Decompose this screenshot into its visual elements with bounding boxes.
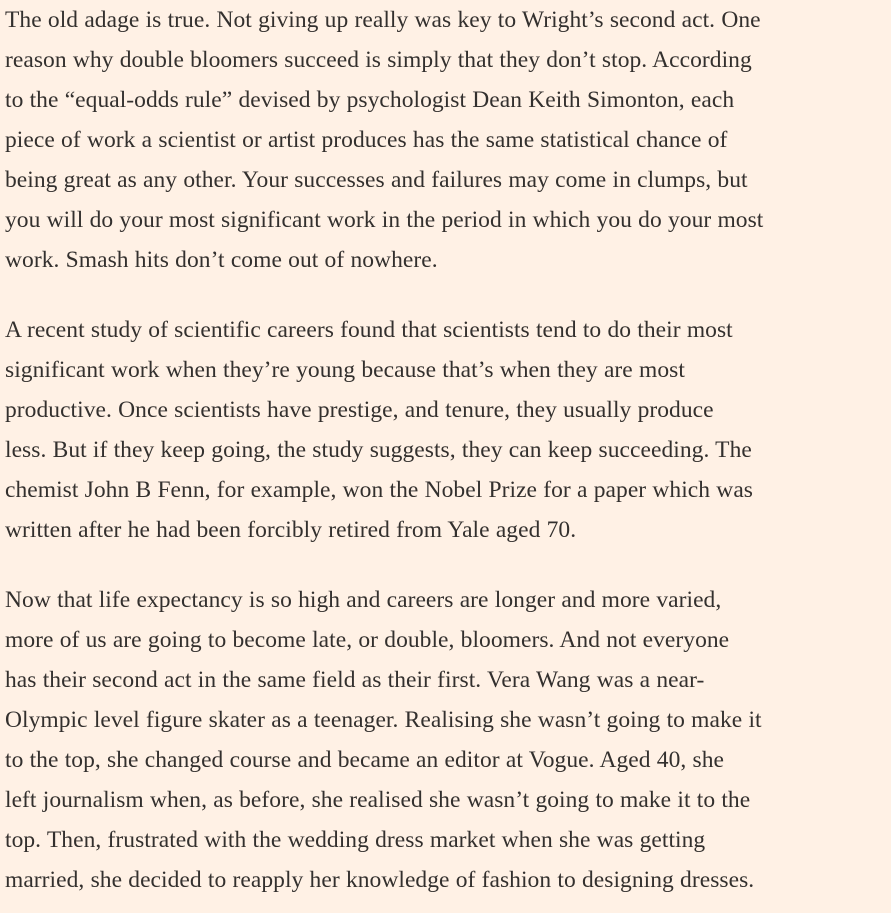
paragraph-line: productive. Once scientists have prestige, and tenure, they usually produce [5, 397, 714, 423]
paragraph-line: significant work when they’re young because that’s when they are most [5, 357, 685, 383]
paragraph-line: Now that life expectancy is so high and careers are longer and more varied, [5, 587, 722, 613]
paragraph-line: work. Smash hits don’t come out of nowhere. [5, 247, 438, 273]
paragraph-line: married, she decided to reapply her knowledge of fashion to designing dresses. [5, 867, 755, 893]
paragraph-line: The old adage is true. Not giving up really was key to Wright’s second act. One [5, 7, 761, 33]
paragraph-3 [5, 580, 891, 900]
paragraph-line: to the “equal-odds rule” devised by psychologist Dean Keith Simonton, each [5, 87, 735, 113]
paragraph-line: left journalism when, as before, she realised she wasn’t going to make it to the [5, 787, 751, 813]
paragraph-line: A recent study of scientific careers found that scientists tend to do their most [5, 317, 733, 343]
paragraph-line: piece of work a scientist or artist produces has the same statistical chance of [5, 127, 728, 153]
paragraph-line: written after he had been forcibly retired from Yale aged 70. [5, 517, 577, 543]
paragraph-line: more of us are going to become late, or double, bloomers. And not everyone [5, 627, 730, 653]
paragraph-line: reason why double bloomers succeed is simply that they don’t stop. According [5, 47, 752, 73]
paragraph-1 [5, 0, 891, 280]
paragraph-line: chemist John B Fenn, for example, won the Nobel Prize for a paper which was [5, 477, 754, 503]
paragraph-line: Olympic level figure skater as a teenager. Realising she wasn’t going to make it [5, 707, 762, 733]
paragraph-line: being great as any other. Your successes and failures may come in clumps, but [5, 167, 748, 193]
paragraph-line: has their second act in the same field as their first. Vera Wang was a near- [5, 667, 705, 693]
paragraph-line: less. But if they keep going, the study suggests, they can keep succeeding. The [5, 437, 752, 463]
paragraph-2 [5, 310, 891, 550]
paragraph-line: top. Then, frustrated with the wedding dress market when she was getting [5, 827, 706, 853]
paragraph-line: to the top, she changed course and became an editor at Vogue. Aged 40, she [5, 747, 725, 773]
paragraph-line: you will do your most significant work in the period in which you do your most [5, 207, 764, 233]
